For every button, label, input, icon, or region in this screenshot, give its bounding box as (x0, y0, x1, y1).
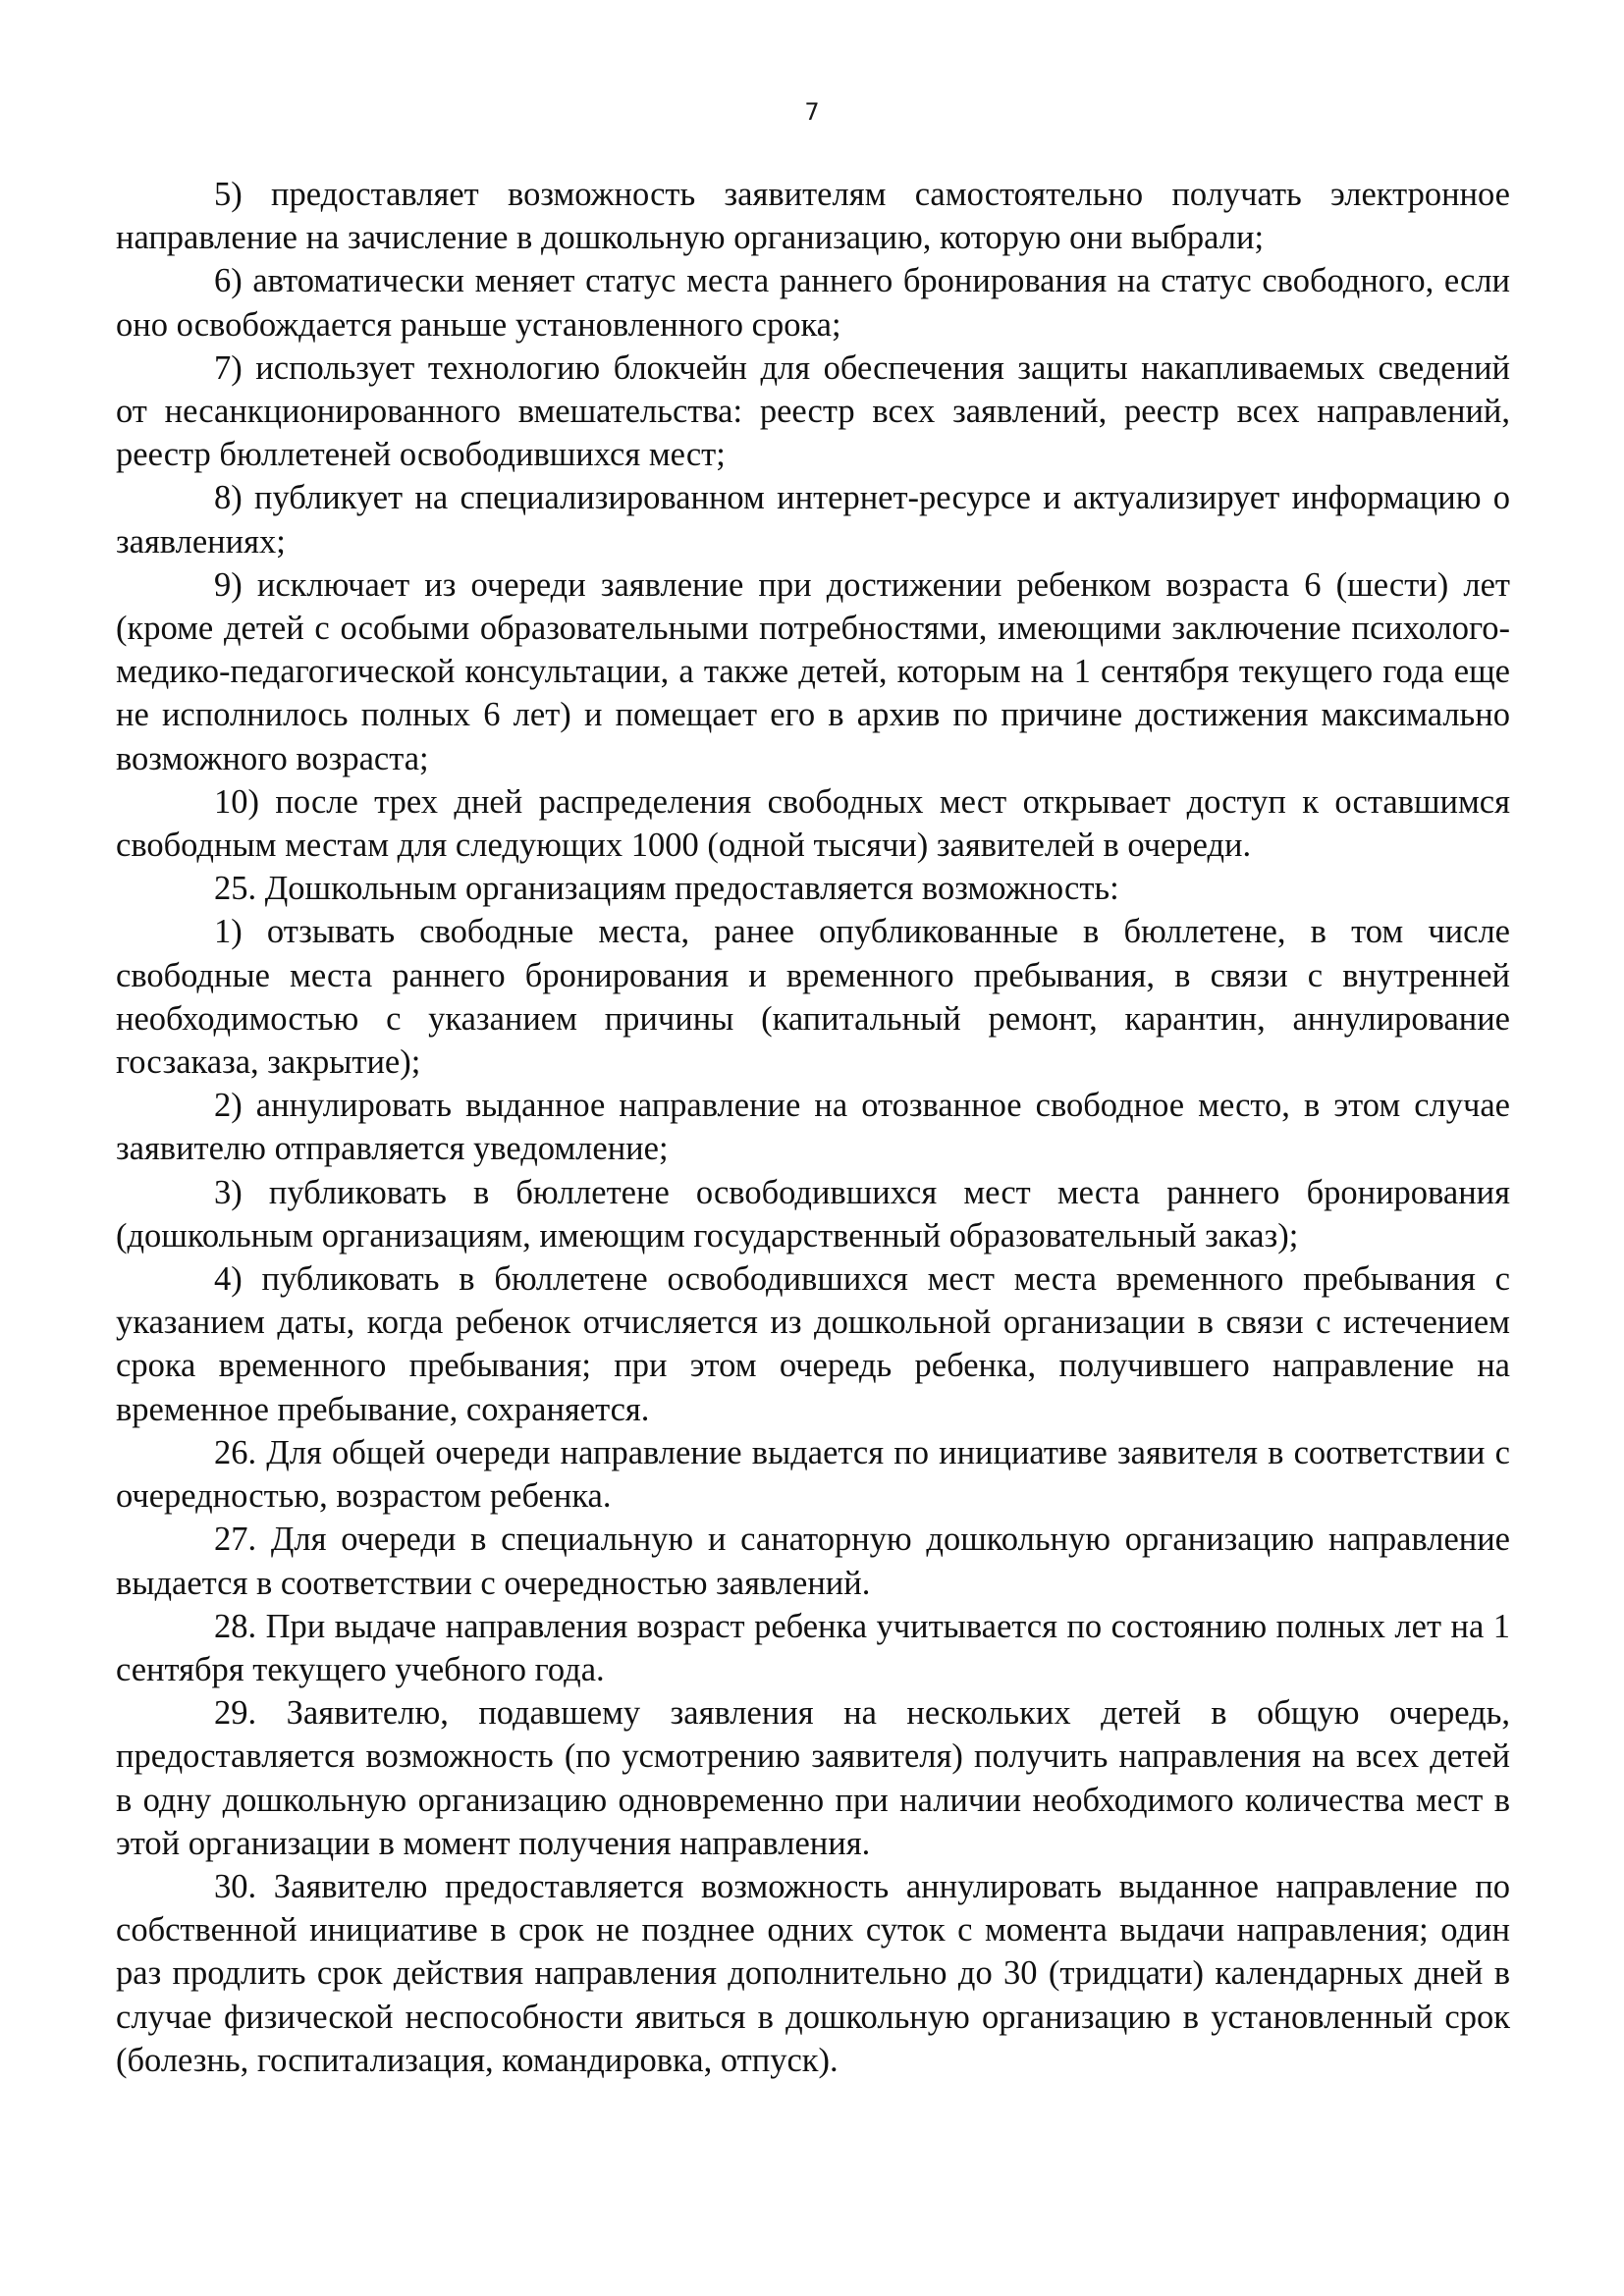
paragraph-clause-25-item-3: 3) публиковать в бюллетене освободившихся мест места раннего бронирования (дошкольным организациям, имеющим государственный образовательный заказ); (116, 1173, 1510, 1255)
paragraph-item-7: 7) использует технологию блокчейн для обеспечения защиты накапливаемых сведений от несанкционированного вмешательства: реестр всех заявлений, реестр всех направлений, реестр бюллетеней освободившихся мест; (116, 348, 1510, 474)
paragraph-clause-27: 27. Для очереди в специальную и санаторную дошкольную организацию направление выдается в соответствии с очередностью заявлений. (116, 1521, 1510, 1602)
paragraph-clause-30: 30. Заявителю предоставляется возможность аннулировать выданное направление по собственной инициативе в срок не позднее одних суток с момента выдачи направления; один раз продлить срок действия направления дополнительно до 30 (тридцати) календарных дней в случае физической неспособности явиться в дошкольную организацию в установленный срок (болезнь, госпитализация, командировка, отпуск). (116, 1867, 1510, 2079)
paragraph-clause-25-item-1: 1) отзывать свободные места, ранее опубликованные в бюллетене, в том числе свободные места раннего бронирования и временного пребывания, в связи с внутренней необходимостью с указанием причины (капитальный ремонт, карантин, аннулирование госзаказа, закрытие); (116, 913, 1510, 1082)
paragraph-item-10: 10) после трех дней распределения свободных мест открывает доступ к оставшимся свободным местам для следующих 1000 (одной тысячи) заявителей в очереди. (116, 782, 1510, 865)
paragraph-clause-29: 29. Заявителю, подавшему заявления на нескольких детей в общую очередь, предоставляется возможность (по усмотрению заявителя) получить направления на всех детей в одну дошкольную организацию одновременно при наличии необходимого количества мест в этой организации в момент получения направления. (116, 1694, 1510, 1862)
paragraph-item-9: 9) исключает из очереди заявление при достижении ребенком возраста 6 (шести) лет (кроме детей с особыми образовательными потребностями, имеющими заключение психолого-медико-педагогической консультации, а также детей, которым на 1 сентября текущего года еще не исполнилось полных 6 лет) и помещает его в архив по причине достижения максимально возможного возраста; (116, 565, 1510, 777)
page-number: 7 (804, 98, 820, 126)
paragraph-item-6: 6) автоматически меняет статус места раннего бронирования на статус свободного, если оно освобождается раньше установленного срока; (116, 262, 1510, 344)
paragraph-clause-26: 26. Для общей очереди направление выдается по инициативе заявителя в соответствии с очередностью, возрастом ребенка. (116, 1433, 1510, 1516)
paragraph-clause-25: 25. Дошкольным организациям предоставляется возможность: (214, 870, 1119, 908)
document-body (116, 173, 1510, 2082)
paragraph-item-5: 5) предоставляет возможность заявителям самостоятельно получать электронное направление на зачисление в дошкольную организацию, которую они выбрали; (116, 176, 1510, 257)
paragraph-clause-25-item-4: 4) публиковать в бюллетене освободившихся мест места временного пребывания с указанием даты, когда ребенок отчисляется из дошкольной организации в связи с истечением срока временного пребывания; при этом очередь ребенка, получившего направление на временное пребывание, сохраняется. (116, 1260, 1510, 1428)
paragraph-item-8: 8) публикует на специализированном интернет-ресурсе и актуализирует информацию о заявлениях; (116, 479, 1510, 561)
paragraph-clause-25-item-2: 2) аннулировать выданное направление на отозванное свободное место, в этом случае заявителю отправляется уведомление; (116, 1087, 1510, 1168)
paragraph-clause-28: 28. При выдаче направления возраст ребенка учитывается по состоянию полных лет на 1 сентября текущего учебного года. (116, 1607, 1510, 1688)
